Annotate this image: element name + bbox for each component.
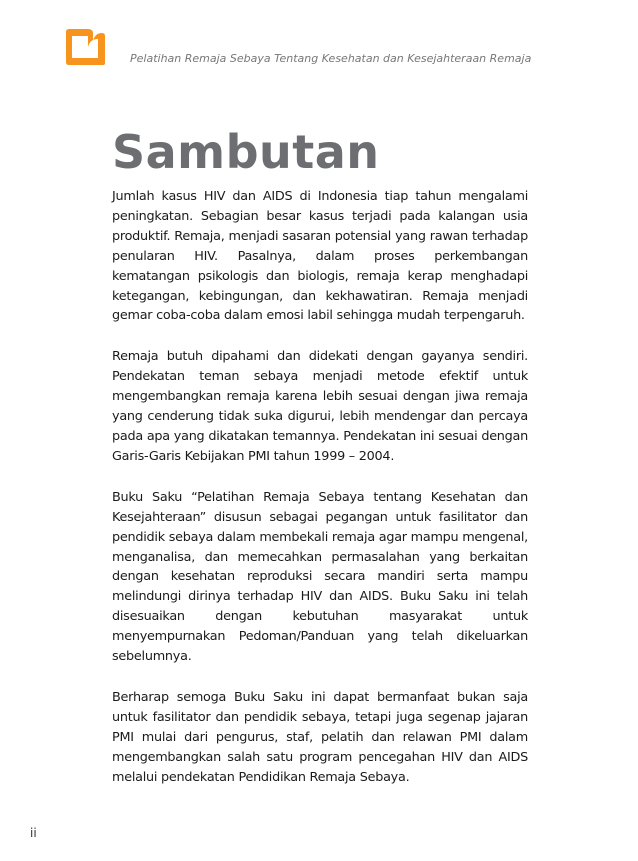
paragraph-4: Berharap semoga Buku Saku ini dapat bermanfaat bukan saja untuk fasilitator dan pendidik sebaya, tetapi juga segenap jajaran PMI mulai dari pengurus, staf, pelatih dan relawan PMI dalam mengembangkan salah satu program pencegahan HIV dan AIDS melalui pendekatan Pendidikan Remaja Sebaya. xyxy=(112,689,528,785)
page-number: ii xyxy=(30,826,37,840)
body-text xyxy=(112,187,528,808)
paragraph-3: Buku Saku “Pelatihan Remaja Sebaya tentang Kesehatan dan Kesejahteraan” disusun sebagai pegangan untuk fasilitator dan pendidik sebaya dalam membekali remaja agar mampu mengenal, menganalisa, dan memecahkan permasalahan yang berkaitan dengan kesehatan reproduksi secara mandiri serta mampu melindungi dirinya terhadap HIV dan AIDS. Buku Saku ini telah disesuaikan dengan kebutuhan masyarakat untuk menyempurnakan Pedoman/Panduan yang telah dikeluarkan sebelumnya. xyxy=(112,489,528,665)
page-title: Sambutan xyxy=(112,125,380,179)
running-header: Pelatihan Remaja Sebaya Tentang Kesehatan dan Kesejahteraan Remaja xyxy=(130,52,532,65)
paragraph-1: Jumlah kasus HIV dan AIDS di Indonesia tiap tahun mengalami peningkatan. Sebagian besar kasus terjadi pada kalangan usia produktif. Remaja, menjadi sasaran potensial yang rawan terhadap penularan HIV. Pasalnya, dalam proses perkembangan kematangan psikologis dan biologis, remaja kerap menghadapi ketegangan, kebingungan, dan kekhawatiran. Remaja menjadi gemar coba-coba dalam emosi labil sehingga mudah terpengaruh. xyxy=(112,189,528,324)
document-logo-icon xyxy=(62,27,107,67)
paragraph-2: Remaja butuh dipahami dan didekati dengan gayanya sendiri. Pendekatan teman sebaya menjadi metode efektif untuk mengembangkan remaja karena lebih sesuai dengan jiwa remaja yang cenderung tidak suka digurui, lebih mendengar dan percaya pada apa yang dikatakan temannya. Pendekatan ini sesuai dengan Garis-Garis Kebijakan PMI tahun 1999 – 2004. xyxy=(112,349,528,464)
